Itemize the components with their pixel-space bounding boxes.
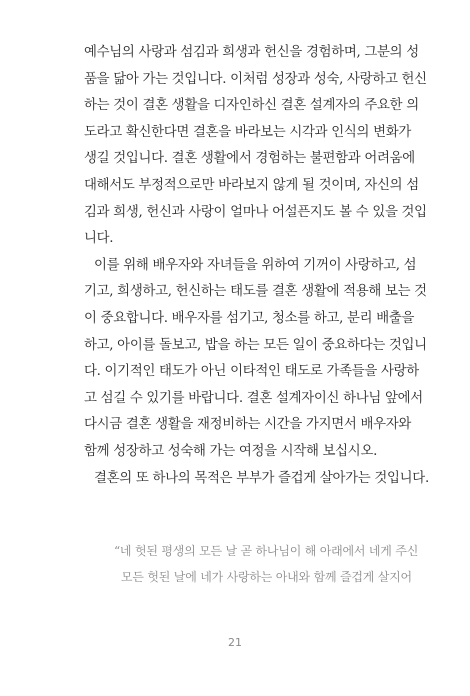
quote-line: 모든 헛된 날에 네가 사랑하는 아내와 함께 즐겁게 살지어 [121,570,412,584]
text-line: 품을 닮아 가는 것입니다. 이처럼 성장과 성숙, 사랑하고 헌신 [84,71,427,87]
page-number: 21 [228,636,242,649]
text-line: 도라고 확신한다면 결혼을 바라보는 시각과 인식의 변화가 [84,124,411,140]
body-text [84,40,429,492]
text-line: 니다. [84,231,114,247]
text-line: 결혼의 또 하나의 목적은 부부가 즐겁게 살아가는 것입니다. [94,470,429,486]
text-line: 생길 것입니다. 결혼 생활에서 경험하는 불편함과 어려움에 [84,151,415,167]
text-line: 고 섬길 수 있기를 바랍니다. 결혼 설계자이신 하나님 앞에서 [84,390,423,406]
quote-line: “네 헛된 평생의 모든 날 곧 하나님이 해 아래에서 네게 주신 [114,544,419,558]
text-line: 다. 이기적인 태도가 아닌 이타적인 태도로 가족들을 사랑하 [84,364,419,380]
text-line: 이를 위해 배우자와 자녀들을 위하여 기꺼이 사랑하고, 섬 [94,257,417,273]
text-line: 하고, 아이를 돌보고, 밥을 하는 모든 일이 중요하다는 것입니 [84,337,427,353]
scripture-quote [114,538,419,590]
text-line: 하는 것이 결혼 생활을 디자인하신 결혼 설계자의 주요한 의 [84,98,419,114]
text-line: 함께 성장하고 성숙해 가는 여정을 시작해 보십시오. [84,443,378,459]
text-line: 대해서도 부정적으로만 바라보지 않게 될 것이며, 자신의 섬 [84,177,419,193]
text-line: 다시금 결혼 생활을 재정비하는 시간을 가지면서 배우자와 [84,417,411,433]
text-line: 예수님의 사랑과 섬김과 희생과 헌신을 경험하며, 그분의 성 [84,45,419,60]
text-line: 기고, 희생하고, 헌신하는 태도를 결혼 생활에 적용해 보는 것 [84,284,427,300]
text-line: 이 중요합니다. 배우자를 섬기고, 청소를 하고, 분리 배출을 [84,310,415,326]
text-line: 김과 희생, 헌신과 사랑이 얼마나 어설픈지도 볼 수 있을 것입 [84,204,427,220]
